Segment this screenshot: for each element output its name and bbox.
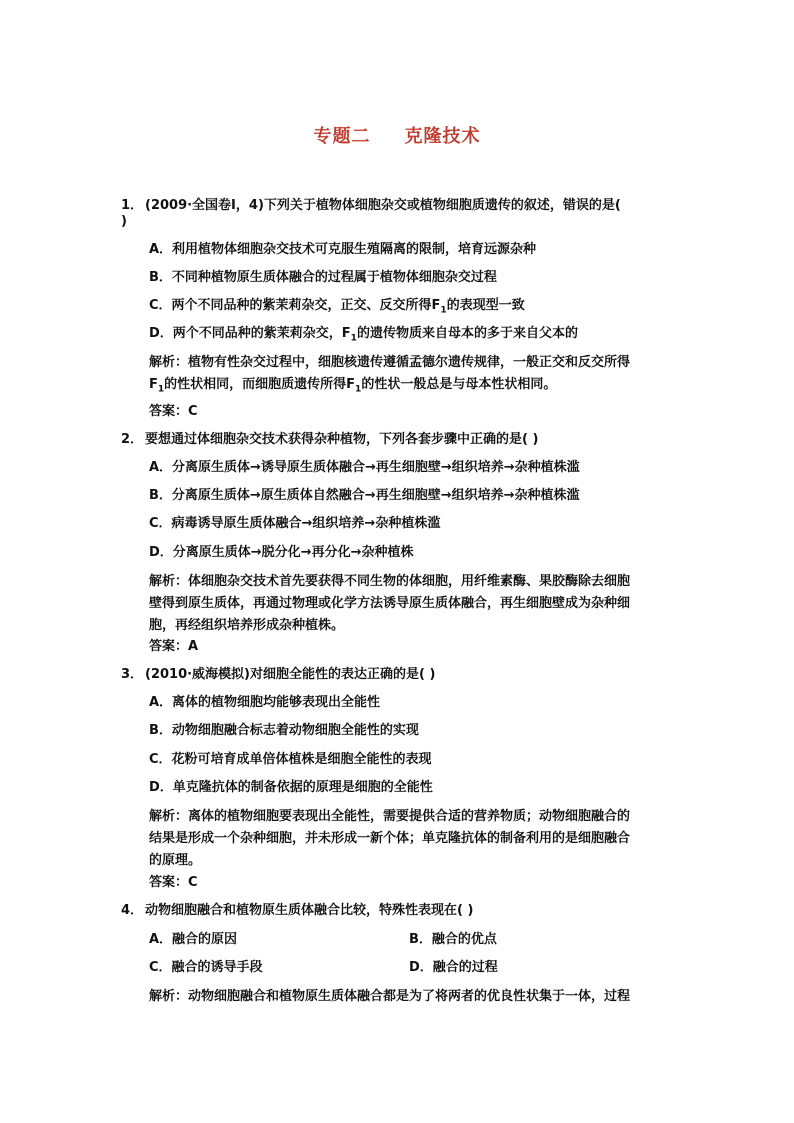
question-1-stem: 1． (2009·全国卷Ⅰ，4)下列关于植物体细胞杂交或植物细胞质遗传的叙述，错误的是( (121, 198, 621, 213)
question-1-option-b: B．不同种植物原生质体融合的过程属于植物体细胞杂交过程 (149, 270, 497, 285)
question-2-option-d: D．分离原生质体→脱分化→再分化→杂种植株 (149, 545, 414, 560)
question-3-option-a: A．离体的植物细胞均能够表现出全能性 (149, 695, 381, 710)
question-4-option-c: C．融合的诱导手段 (149, 960, 263, 975)
question-3-option-d: D．单克隆抗体的制备依据的原理是细胞的全能性 (149, 780, 433, 795)
page-title (0, 122, 794, 148)
question-2-stem: 2． 要想通过体细胞杂交技术获得杂种植物，下列各套步骤中正确的是( ) (121, 432, 539, 447)
question-1-option-d: D．两个不同品种的紫茉莉杂交，$F_1$的遗传物质来自母本的多于来自父本的 (149, 326, 578, 344)
question-1-stem-tail: ) (121, 214, 127, 229)
question-2-option-c: C．病毒诱导原生质体融合→组织培养→杂种植株滥 (149, 516, 441, 531)
question-2-explanation: 解析：体细胞杂交技术首先要获得不同生物的体细胞，用纤维素酶、果胶酶除去细胞 壁得到原生质体，再通过物理或化学方法诱导原生质体融合，再生细胞壁成为杂种细 胞，再经组织培养形成杂种植株。 (149, 574, 631, 633)
question-2-answer: 答案：A (149, 639, 199, 654)
question-3-explanation: 解析：离体的植物细胞要表现出全能性，需要提供合适的营养物质；动物细胞融合的 结果是形成一个杂种细胞，并未形成一新个体；单克隆抗体的制备利用的是细胞融合 的原理。 (149, 809, 631, 868)
question-4-option-d: D．融合的过程 (409, 960, 498, 975)
question-3-answer: 答案：C (149, 875, 198, 890)
question-4-stem: 4． 动物细胞融合和植物原生质体融合比较，特殊性表现在( ) (121, 903, 474, 918)
question-1-explanation: 解析：植物有性杂交过程中，细胞核遗传遵循孟德尔遗传规律，一般正交和反交所得 $F_1$的性状相同，而细胞质遗传所得$F_1$的性状一般总是与母本性状相同。 (149, 355, 631, 395)
question-2-option-a: A．分离原生质体→诱导原生质体融合→再生细胞壁→组织培养→杂种植株滥 (149, 460, 580, 475)
question-3-stem: 3． (2010·威海模拟)对细胞全能性的表达正确的是( ) (121, 667, 436, 682)
title-part1: 专题二 (313, 126, 371, 147)
question-4-explanation: 解析：动物细胞融合和植物原生质体融合都是为了将两者的优良性状集于一体，过程 (149, 989, 631, 1004)
question-3-option-c: C．花粉可培育成单倍体植株是细胞全能性的表现 (149, 752, 432, 767)
question-4-option-b: B．融合的优点 (409, 932, 497, 947)
question-1-option-c: C．两个不同品种的紫茉莉杂交，正交、反交所得$F_1$的表现型一致 (149, 298, 525, 316)
question-1-option-a: A．利用植物体细胞杂交技术可克服生殖隔离的限制，培育远源杂种 (149, 242, 537, 257)
question-1-answer: 答案：C (149, 404, 198, 419)
question-4-option-a: A．融合的原因 (149, 932, 238, 947)
question-3-option-b: B．动物细胞融合标志着动物细胞全能性的实现 (149, 723, 419, 738)
question-2-option-b: B．分离原生质体→原生质体自然融合→再生细胞壁→组织培养→杂种植株滥 (149, 488, 580, 503)
title-part2: 克隆技术 (404, 126, 481, 147)
